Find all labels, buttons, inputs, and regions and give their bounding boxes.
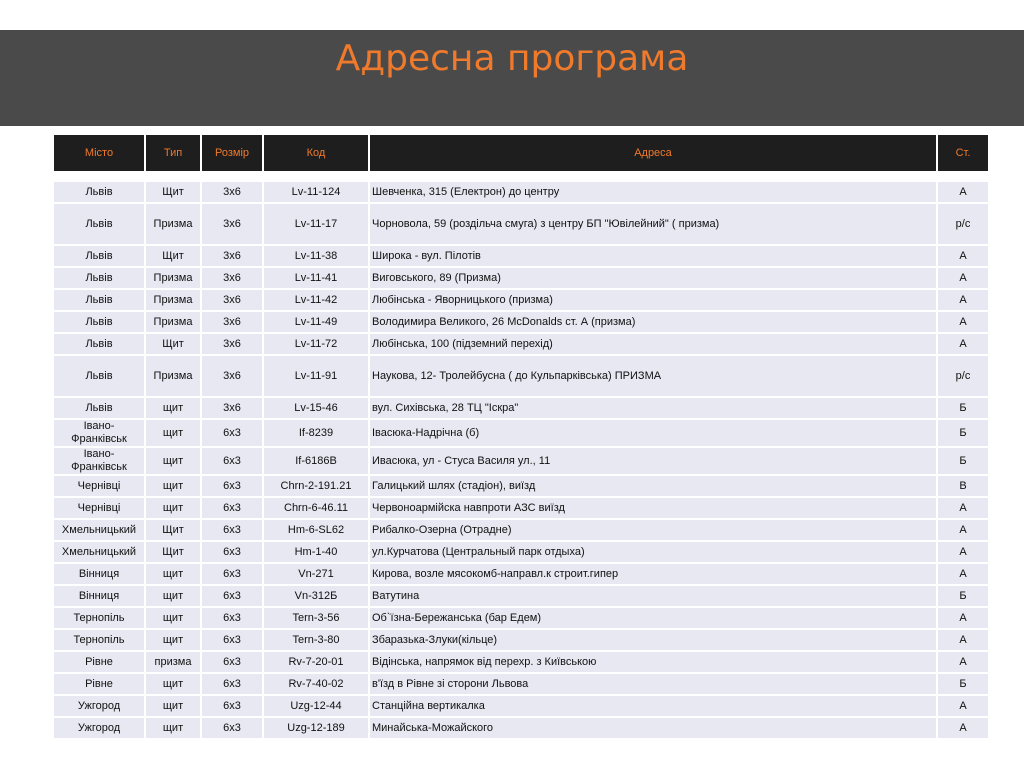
city-cell: Чернівці [54, 498, 144, 520]
size-cell: 6х3 [200, 674, 262, 696]
code-cell: Lv-11-38 [262, 246, 368, 268]
status-cell: А [936, 498, 988, 520]
status-cell: А [936, 334, 988, 356]
code-cell: Tern-3-80 [262, 630, 368, 652]
city-cell: Львів [54, 182, 144, 204]
type-cell: щит [144, 398, 200, 420]
title-banner [0, 30, 1024, 126]
code-cell: Lv-11-41 [262, 268, 368, 290]
table-row [54, 420, 988, 448]
size-cell: 6х3 [200, 476, 262, 498]
table-row [54, 268, 988, 290]
code-cell: Rv-7-40-02 [262, 674, 368, 696]
type-cell: Щит [144, 182, 200, 204]
status-cell: А [936, 268, 988, 290]
column-header-city: Місто [54, 135, 144, 171]
size-cell: 6х3 [200, 586, 262, 608]
status-cell: А [936, 630, 988, 652]
table-row [54, 312, 988, 334]
status-cell: Б [936, 674, 988, 696]
code-cell: Lv-11-91 [262, 356, 368, 398]
status-cell: А [936, 246, 988, 268]
table-row [54, 356, 988, 398]
city-cell: Вінниця [54, 564, 144, 586]
city-cell: Львів [54, 312, 144, 334]
column-header-status: Ст. [936, 135, 988, 171]
status-cell: В [936, 476, 988, 498]
size-cell: 3х6 [200, 246, 262, 268]
size-cell: 3х6 [200, 290, 262, 312]
city-cell: Рівне [54, 674, 144, 696]
type-cell: щит [144, 608, 200, 630]
status-cell: р/с [936, 356, 988, 398]
code-cell: Lv-11-17 [262, 204, 368, 246]
code-cell: Lv-11-72 [262, 334, 368, 356]
city-cell: Львів [54, 356, 144, 398]
type-cell: щит [144, 696, 200, 718]
table-row [54, 182, 988, 204]
table-row [54, 498, 988, 520]
table-row [54, 398, 988, 420]
code-cell: Hm-6-SL62 [262, 520, 368, 542]
address-cell: Наукова, 12- Тролейбусна ( до Кульпарківська) ПРИЗМА [368, 356, 936, 398]
address-cell: Минайська-Можайского [368, 718, 936, 740]
size-cell: 6х3 [200, 520, 262, 542]
size-cell: 6х3 [200, 630, 262, 652]
address-cell: Відінська, напрямок від перехр. з Київською [368, 652, 936, 674]
code-cell: Lv-11-124 [262, 182, 368, 204]
address-cell: в'їзд в Рівне зі сторони Львова [368, 674, 936, 696]
address-cell: Широка - вул. Пілотів [368, 246, 936, 268]
status-cell: А [936, 520, 988, 542]
table-row [54, 476, 988, 498]
city-cell: Львів [54, 268, 144, 290]
city-cell: Тернопіль [54, 608, 144, 630]
table-row [54, 542, 988, 564]
city-cell: Вінниця [54, 586, 144, 608]
code-cell: Vn-271 [262, 564, 368, 586]
address-cell: Рибалко-Озерна (Отрадне) [368, 520, 936, 542]
table-row [54, 520, 988, 542]
status-cell: А [936, 718, 988, 740]
size-cell: 3х6 [200, 312, 262, 334]
table-row [54, 630, 988, 652]
size-cell: 6х3 [200, 448, 262, 476]
type-cell: Призма [144, 204, 200, 246]
status-cell: А [936, 696, 988, 718]
city-cell: Львів [54, 290, 144, 312]
code-cell: Vn-312Б [262, 586, 368, 608]
status-cell: А [936, 290, 988, 312]
size-cell: 6х3 [200, 718, 262, 740]
status-cell: А [936, 564, 988, 586]
address-cell: Станційна вертикалка [368, 696, 936, 718]
status-cell: А [936, 608, 988, 630]
address-cell: Ватутина [368, 586, 936, 608]
code-cell: Tern-3-56 [262, 608, 368, 630]
status-cell: Б [936, 448, 988, 476]
table-row [54, 448, 988, 476]
size-cell: 3х6 [200, 204, 262, 246]
status-cell: Б [936, 398, 988, 420]
column-header-code: Код [262, 135, 368, 171]
address-cell: Любінська - Яворницького (призма) [368, 290, 936, 312]
status-cell: А [936, 542, 988, 564]
address-cell: Ивасюка, ул - Стуса Василя ул., 11 [368, 448, 936, 476]
size-cell: 3х6 [200, 398, 262, 420]
size-cell: 6х3 [200, 564, 262, 586]
size-cell: 6х3 [200, 420, 262, 448]
table-row [54, 246, 988, 268]
type-cell: Щит [144, 246, 200, 268]
type-cell: щит [144, 420, 200, 448]
address-cell: Володимира Великого, 26 McDonalds ст. А (призма) [368, 312, 936, 334]
type-cell: Щит [144, 334, 200, 356]
code-cell: Hm-1-40 [262, 542, 368, 564]
city-cell: Ужгород [54, 696, 144, 718]
size-cell: 6х3 [200, 542, 262, 564]
status-cell: А [936, 312, 988, 334]
code-cell: If-8239 [262, 420, 368, 448]
type-cell: Призма [144, 312, 200, 334]
table-row [54, 290, 988, 312]
address-cell: Виговського, 89 (Призма) [368, 268, 936, 290]
status-cell: А [936, 652, 988, 674]
type-cell: Щит [144, 542, 200, 564]
code-cell: Uzg-12-189 [262, 718, 368, 740]
code-cell: Uzg-12-44 [262, 696, 368, 718]
type-cell: щит [144, 718, 200, 740]
type-cell: щит [144, 448, 200, 476]
city-cell: Івано-Франківськ [54, 420, 144, 448]
code-cell: Chrn-2-191.21 [262, 476, 368, 498]
status-cell: р/с [936, 204, 988, 246]
code-cell: Lv-11-42 [262, 290, 368, 312]
address-cell: вул. Сихівська, 28 ТЦ "Іскра" [368, 398, 936, 420]
table-row [54, 652, 988, 674]
address-table [54, 182, 988, 740]
address-cell: Кирова, возле мясокомб-направл.к строит.гипер [368, 564, 936, 586]
city-cell: Львів [54, 398, 144, 420]
size-cell: 3х6 [200, 268, 262, 290]
city-cell: Чернівці [54, 476, 144, 498]
city-cell: Хмельницький [54, 542, 144, 564]
size-cell: 3х6 [200, 334, 262, 356]
size-cell: 6х3 [200, 652, 262, 674]
type-cell: щит [144, 564, 200, 586]
type-cell: щит [144, 498, 200, 520]
table-header [54, 135, 988, 171]
table-row [54, 564, 988, 586]
code-cell: Chrn-6-46.11 [262, 498, 368, 520]
column-header-size: Розмір [200, 135, 262, 171]
type-cell: щит [144, 674, 200, 696]
table-row [54, 586, 988, 608]
code-cell: Lv-15-46 [262, 398, 368, 420]
table-row [54, 696, 988, 718]
table-row [54, 204, 988, 246]
address-cell: Збаразька-Злуки(кільце) [368, 630, 936, 652]
type-cell: Призма [144, 290, 200, 312]
type-cell: призма [144, 652, 200, 674]
type-cell: щит [144, 630, 200, 652]
code-cell: Rv-7-20-01 [262, 652, 368, 674]
status-cell: Б [936, 420, 988, 448]
size-cell: 3х6 [200, 182, 262, 204]
city-cell: Хмельницький [54, 520, 144, 542]
size-cell: 6х3 [200, 696, 262, 718]
city-cell: Івано-Франківськ [54, 448, 144, 476]
address-cell: Шевченка, 315 (Електрон) до центру [368, 182, 936, 204]
city-cell: Львів [54, 334, 144, 356]
address-cell: Галицький шлях (стадіон), виїзд [368, 476, 936, 498]
city-cell: Рівне [54, 652, 144, 674]
code-cell: If-6186B [262, 448, 368, 476]
address-cell: Чорновола, 59 (роздільча смуга) з центру БП "Ювілейний" ( призма) [368, 204, 936, 246]
city-cell: Ужгород [54, 718, 144, 740]
address-cell: Любінська, 100 (підземний перехід) [368, 334, 936, 356]
type-cell: Щит [144, 520, 200, 542]
address-cell: ул.Курчатова (Центральный парк отдыха) [368, 542, 936, 564]
city-cell: Львів [54, 246, 144, 268]
size-cell: 6х3 [200, 498, 262, 520]
table-row [54, 674, 988, 696]
page-title: Адресна програма [335, 38, 689, 79]
type-cell: Призма [144, 356, 200, 398]
table-row [54, 608, 988, 630]
size-cell: 6х3 [200, 608, 262, 630]
table-row [54, 334, 988, 356]
city-cell: Тернопіль [54, 630, 144, 652]
code-cell: Lv-11-49 [262, 312, 368, 334]
address-cell: Об`їзна-Бережанська (бар Едем) [368, 608, 936, 630]
size-cell: 3х6 [200, 356, 262, 398]
city-cell: Львів [54, 204, 144, 246]
column-header-address: Адреса [368, 135, 936, 171]
column-header-type: Тип [144, 135, 200, 171]
type-cell: щит [144, 476, 200, 498]
type-cell: щит [144, 586, 200, 608]
address-cell: Івасюка-Надрічна (б) [368, 420, 936, 448]
status-cell: Б [936, 586, 988, 608]
table-row [54, 718, 988, 740]
status-cell: А [936, 182, 988, 204]
type-cell: Призма [144, 268, 200, 290]
address-cell: Червоноармійска навпроти АЗС виїзд [368, 498, 936, 520]
